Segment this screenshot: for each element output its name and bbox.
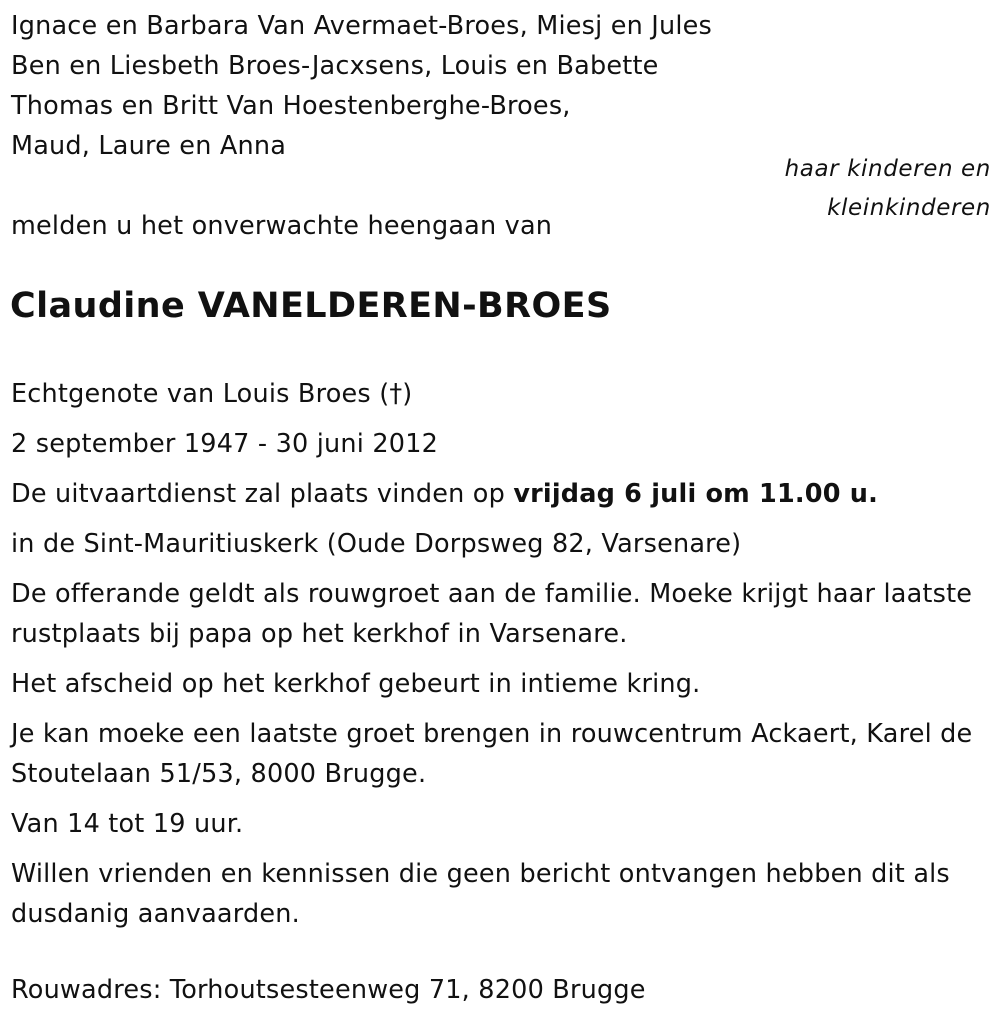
relation-line: haar kinderen en <box>784 156 991 182</box>
family-list <box>11 6 712 166</box>
church-location: in de Sint-Mauritiuskerk (Oude Dorpsweg 82, Varsenare) <box>11 529 742 559</box>
notice-text: Willen vrienden en kennissen die geen bericht ontvangen hebben dit als dusdanig aanvaarden. <box>11 859 950 929</box>
mourning-address: Rouwadres: Torhoutsesteenweg 71, 8200 Brugge <box>11 975 646 1005</box>
family-line: Maud, Laure en Anna <box>11 131 287 161</box>
farewell-text: Het afscheid op het kerkhof gebeurt in intieme kring. <box>11 669 701 699</box>
offering-text: De offerande geldt als rouwgroet aan de familie. Moeke krijgt haar laatste rustplaats bij papa op het kerkhof in Varsenare. <box>11 579 973 649</box>
family-line: Ignace en Barbara Van Avermaet-Broes, Miesj en Jules <box>11 11 713 41</box>
visiting-hours: Van 14 tot 19 uur. <box>11 809 244 839</box>
deceased-name: Claudine VANELDEREN-BROES <box>10 286 612 326</box>
family-line: Thomas en Britt Van Hoestenberghe-Broes, <box>11 91 571 121</box>
family-relation <box>785 150 991 228</box>
spouse-line: Echtgenote van Louis Broes (†) <box>11 379 413 409</box>
family-line: Ben en Liesbeth Broes-Jacxsens, Louis en Babette <box>11 51 659 81</box>
service-prefix: De uitvaartdienst zal plaats vinden op <box>11 479 514 509</box>
life-dates: 2 september 1947 - 30 juni 2012 <box>11 429 439 459</box>
relation-line: kleinkinderen <box>827 195 991 221</box>
service-datetime: vrijdag 6 juli om 11.00 u. <box>513 479 879 509</box>
obituary-details <box>11 374 991 944</box>
funeral-service-line <box>11 474 991 514</box>
visitation-text: Je kan moeke een laatste groet brengen in rouwcentrum Ackaert, Karel de Stoutelaan 51/53, 8000 Brugge. <box>11 719 973 789</box>
announcement-text: melden u het onverwachte heengaan van <box>11 211 553 241</box>
